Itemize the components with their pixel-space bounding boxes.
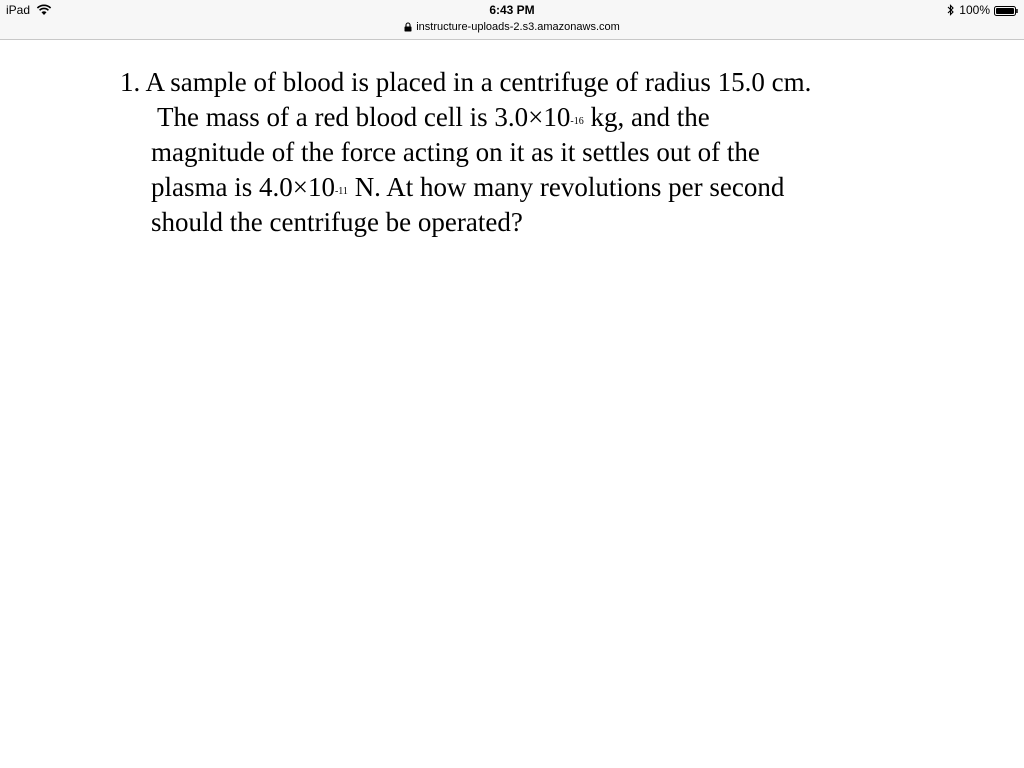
battery-icon [994, 5, 1018, 15]
question-line-4b: N. At how many revolutions per second [347, 172, 785, 202]
question-line-4a: plasma is 4.0×10 [151, 172, 335, 202]
page-content [0, 40, 1024, 768]
question-line [120, 135, 920, 170]
question-line [120, 170, 920, 205]
question-line-3: magnitude of the force acting on it as it settles out of the [151, 137, 760, 167]
question-line-1: A sample of blood is placed in a centrifuge of radius 15.0 cm. [145, 67, 812, 97]
battery-label: 100% [959, 3, 990, 17]
question-line-5: should the centrifuge be operated? [151, 207, 523, 237]
device-label: iPad [6, 3, 31, 17]
status-time: 6:43 PM [489, 3, 535, 17]
exponent: -11 [334, 186, 348, 197]
exponent: -16 [570, 116, 584, 127]
url-text: instructure-uploads-2.s3.amazonaws.com [416, 21, 620, 33]
url-bar[interactable] [0, 20, 1024, 40]
question-line-2a: The mass of a red blood cell is 3.0×10 [157, 102, 571, 132]
question-text [120, 65, 920, 240]
question-line [120, 100, 920, 135]
question-number: 1. [120, 67, 141, 97]
question-line [120, 65, 920, 100]
url-field[interactable] [0, 21, 1024, 33]
status-bar [0, 0, 1024, 20]
status-right [947, 3, 1018, 17]
question-line-2b: kg, and the [583, 102, 710, 132]
lock-icon [404, 22, 412, 32]
bluetooth-icon [947, 4, 955, 16]
question-line [120, 205, 920, 240]
